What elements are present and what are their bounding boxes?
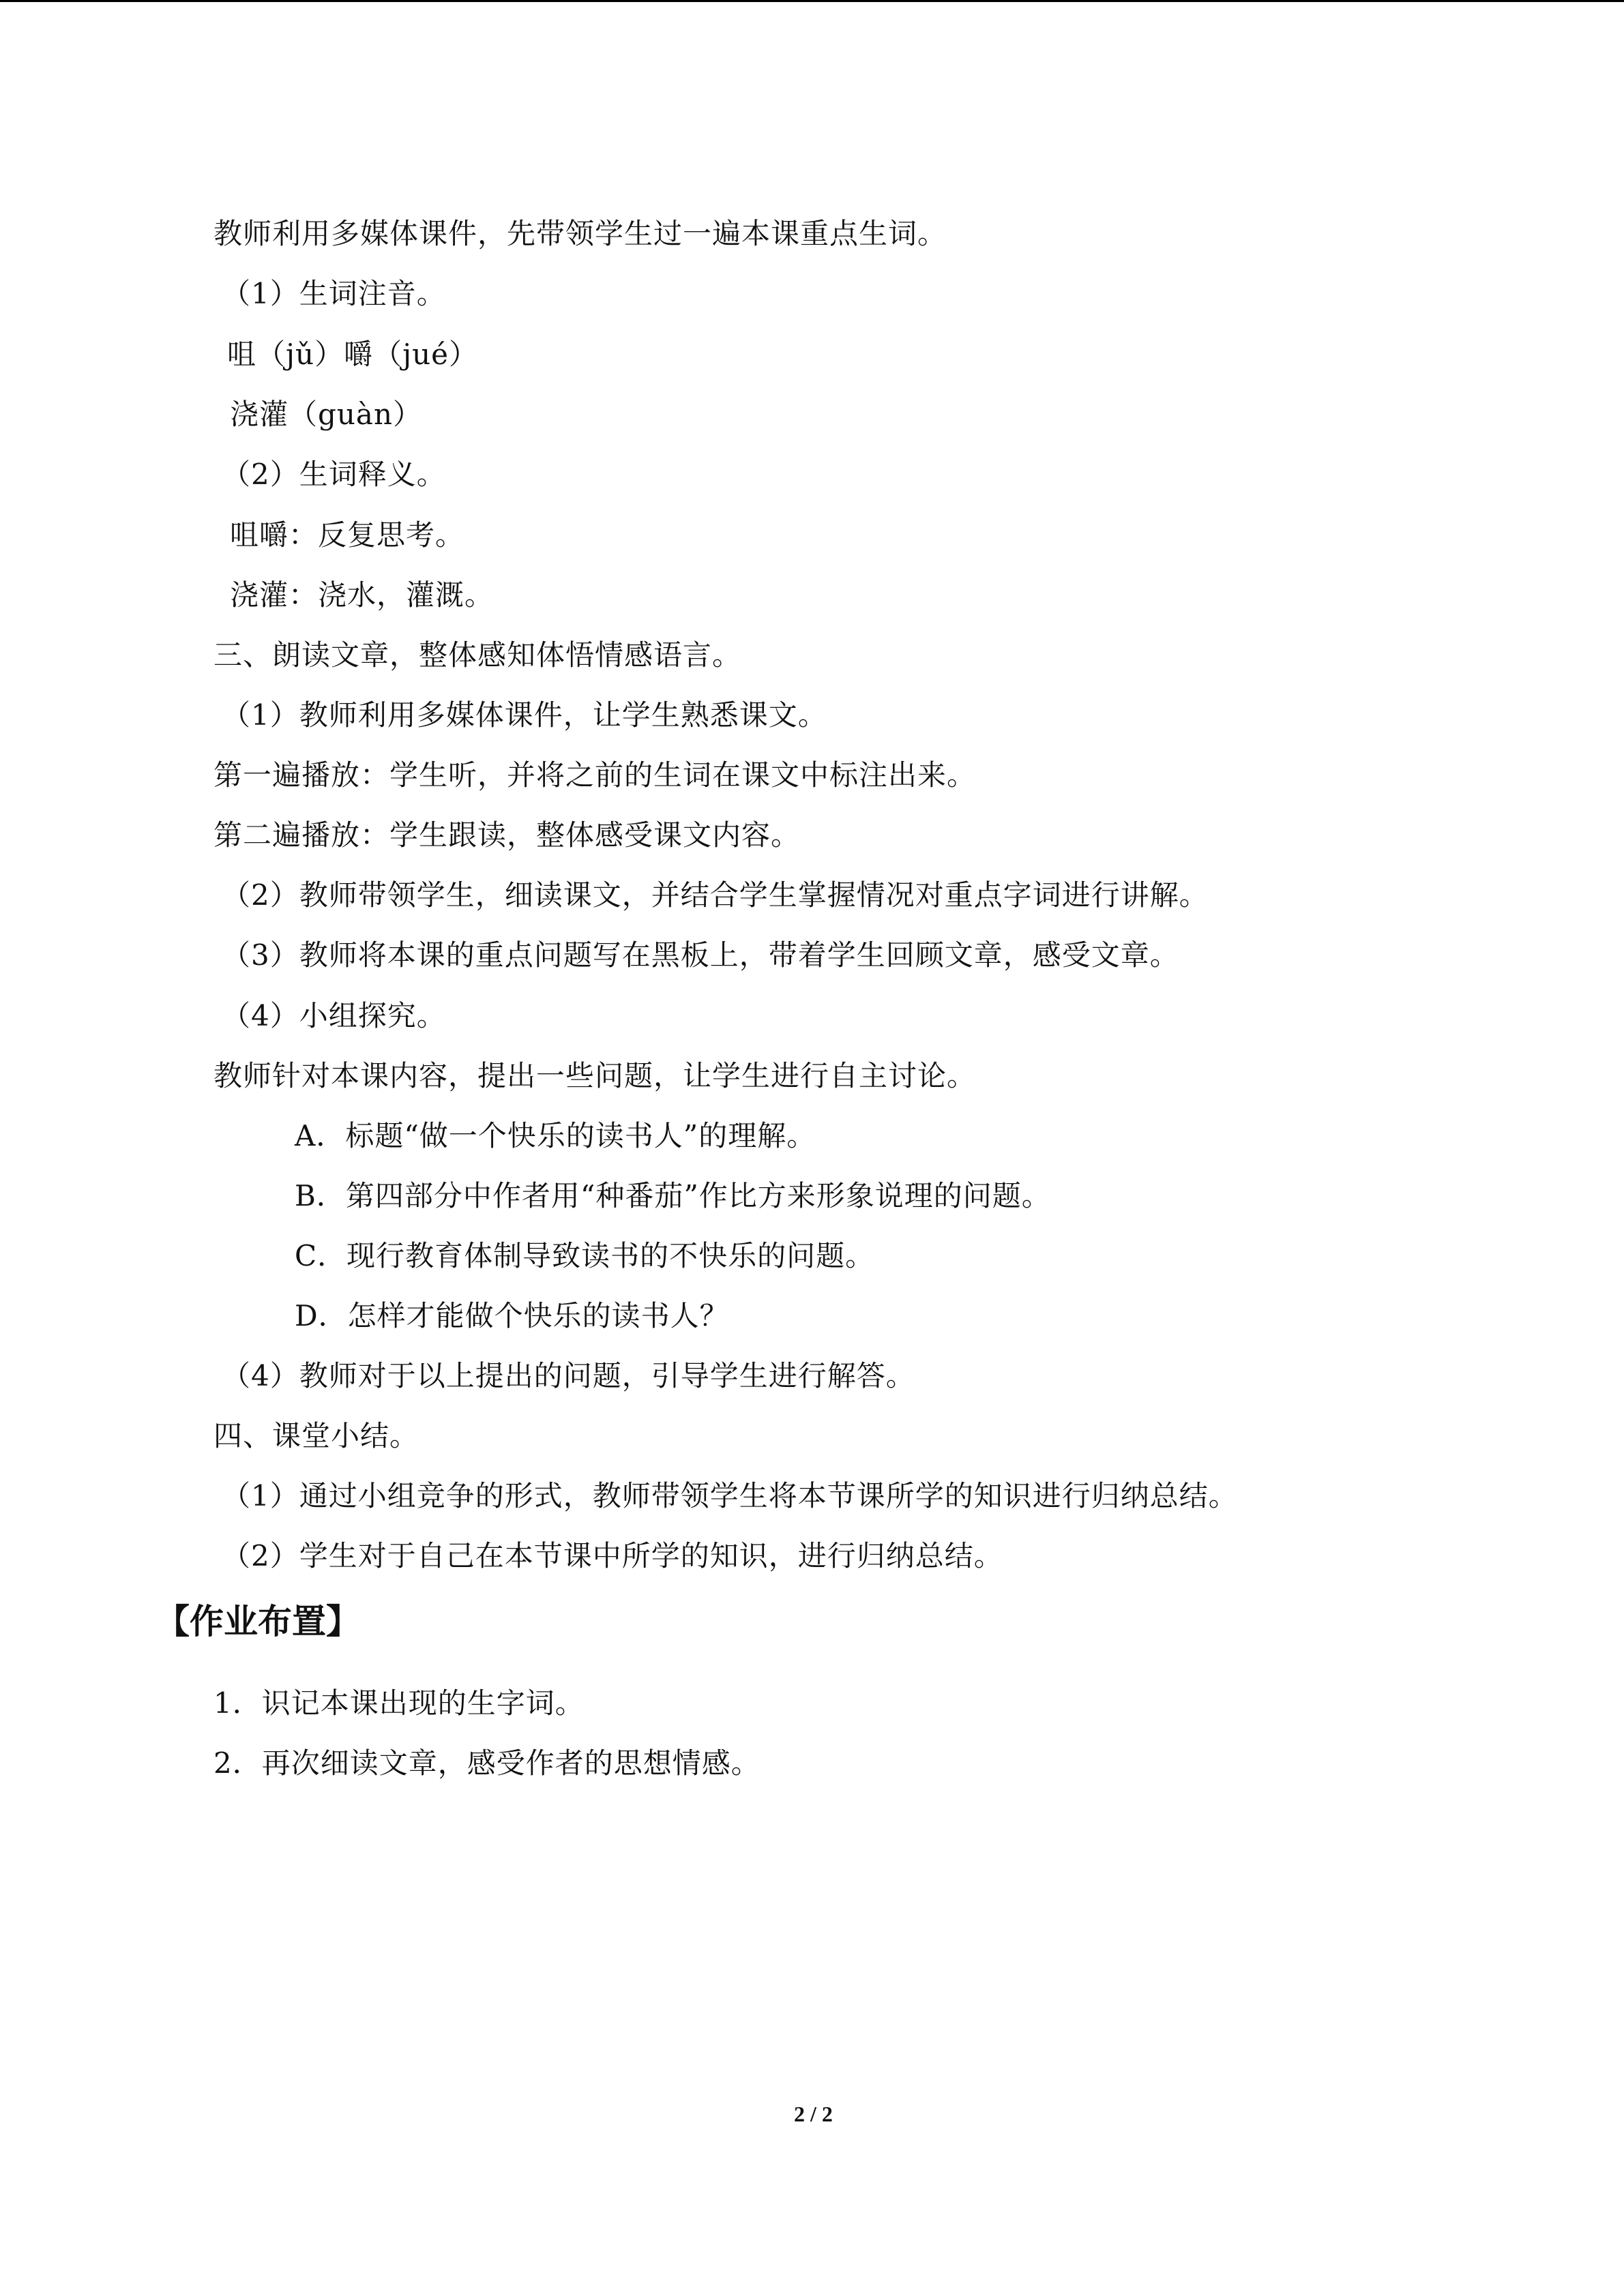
body-line: 咀（jǔ）嚼（jué） [227,338,479,371]
body-line: （1）通过小组竞争的形式，教师带领学生将本节课所学的知识进行归纳总结。 [222,1479,1238,1512]
body-line: （3）教师将本课的重点问题写在黑板上，带着学生回顾文章，感受文章。 [222,938,1179,972]
body-line: 第一遍播放：学生听，并将之前的生词在课文中标注出来。 [213,758,977,792]
body-line: 教师针对本课内容，提出一些问题，让学生进行自主讨论。 [213,1059,977,1092]
body-line: （4）教师对于以上提出的问题，引导学生进行解答。 [222,1359,915,1392]
body-line: 浇灌：浇水，灌溉。 [230,578,494,612]
body-line: 教师利用多媒体课件，先带领学生过一遍本课重点生词。 [213,217,947,250]
body-line: （4）小组探究。 [222,999,446,1032]
homework-item: 2．再次细读文章，感受作者的思想情感。 [213,1746,761,1780]
homework-heading: 【作业布置】 [156,1602,360,1641]
section-heading: 四、课堂小结。 [213,1419,419,1452]
body-line: 浇灌（guàn） [230,398,423,431]
question-item: A．标题“做一个快乐的读书人”的理解。 [295,1119,816,1152]
body-line: （2）生词释义。 [222,458,446,491]
body-line: （1）教师利用多媒体课件，让学生熟悉课文。 [222,698,827,732]
body-line: 咀嚼：反复思考。 [230,518,465,552]
homework-item: 1．识记本课出现的生字词。 [213,1686,585,1720]
question-item: C．现行教育体制导致读书的不快乐的问题。 [295,1239,875,1272]
body-line: （2）学生对于自己在本节课中所学的知识，进行归纳总结。 [222,1539,1003,1572]
question-item: B．第四部分中作者用“种番茄”作比方来形象说理的问题。 [295,1179,1051,1212]
section-heading: 三、朗读文章，整体感知体悟情感语言。 [213,638,742,672]
body-line: 第二遍播放：学生跟读，整体感受课文内容。 [213,818,801,852]
question-item: D．怎样才能做个快乐的读书人？ [295,1299,729,1332]
page-number: 2 / 2 [794,2102,833,2126]
body-line: （2）教师带领学生，细读课文，并结合学生掌握情况对重点字词进行讲解。 [222,878,1209,912]
body-line: （1）生词注音。 [222,277,446,310]
